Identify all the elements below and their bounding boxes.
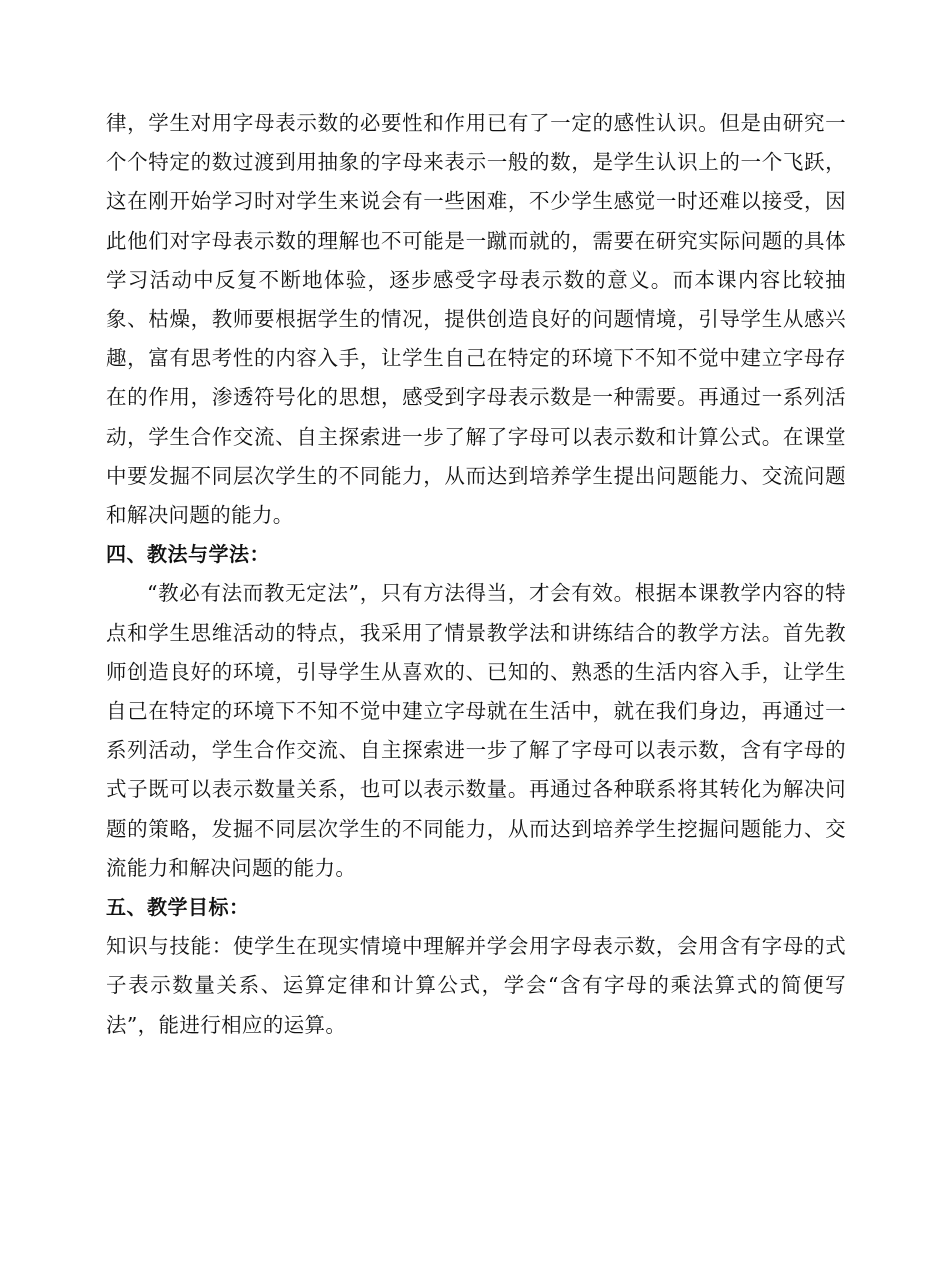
body-paragraph: “教必有法而教无定法”，只有方法得当，才会有效。根据本课教学内容的特点和学生思维活动的特点，我采用了情景教学法和讲练结合的教学方法。首先教师创造良好的环境，引导学生从喜欢的、已知的、熟悉的生活内容入手，让学生自己在特定的环境下不知不觉中建立字母就在生活中，就在我们身边，再通过一系列活动，学生合作交流、自主探索进一步了解了字母可以表示数，含有字母的式子既可以表示数量关系，也可以表示数量。再通过各种联系将其转化为解决问题的策略，发掘不同层次学生的不同能力，从而达到培养学生挖掘问题能力、交流能力和解决问题的能力。 xyxy=(106,581,846,880)
section-heading-teaching-goals: 五、教学目标： xyxy=(106,895,250,920)
section-heading-teaching-methods: 四、教法与学法： xyxy=(106,542,270,567)
body-paragraph: 律，学生对用字母表示数的必要性和作用已有了一定的感性认识。但是由研究一个个特定的数过渡到用抽象的字母来表示一般的数，是学生认识上的一个飞跃，这在刚开始学习时对学生来说会有一些困难，不少学生感觉一时还难以接受，因此他们对字母表示数的理解也不可能是一蹴而就的，需要在研究实际问题的具体学习活动中反复不断地体验，逐步感受字母表示数的意义。而本课内容比较抽象、枯燥，教师要根据学生的情况，提供创造良好的问题情境，引导学生从感兴趣，富有思考性的内容入手，让学生自己在特定的环境下不知不觉中建立字母存在的作用，渗透符号化的思想，感受到字母表示数是一种需要。再通过一系列活动，学生合作交流、自主探索进一步了解了字母可以表示数和计算公式。在课堂中要发掘不同层次学生的不同能力，从而达到培养学生提出问题能力、交流问题和解决问题的能力。 xyxy=(106,111,846,528)
document-page xyxy=(106,104,846,1045)
body-paragraph: 知识与技能：使学生在现实情境中理解并学会用字母表示数，会用含有字母的式子表示数量关系、运算定律和计算公式，学会“含有字母的乘法算式的简便写法”，能进行相应的运算。 xyxy=(106,934,846,1037)
